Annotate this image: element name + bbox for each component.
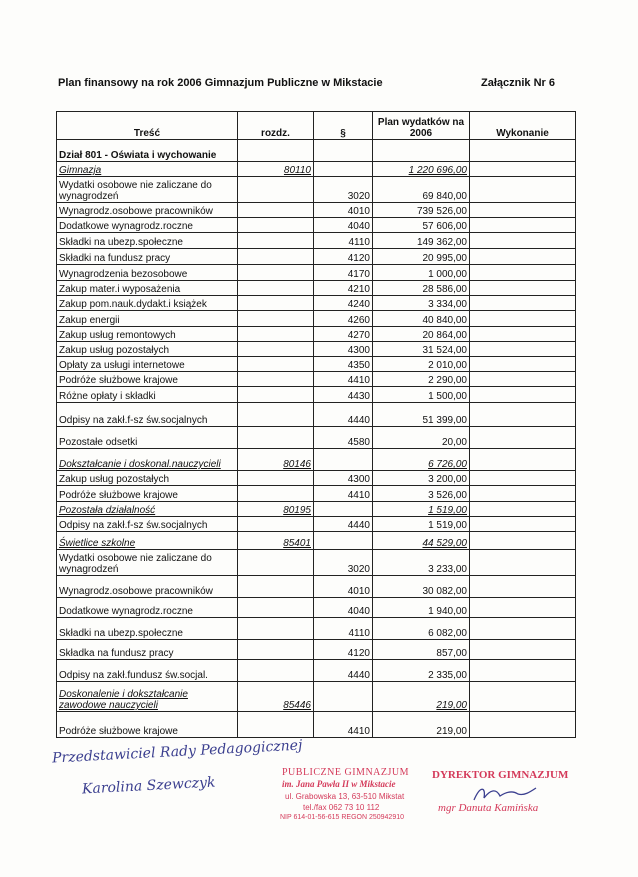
row-paragraph: 3020 <box>314 550 373 576</box>
table-row <box>57 660 576 682</box>
table-row <box>57 387 576 403</box>
row-plan: 44 529,00 <box>373 532 470 550</box>
row-paragraph: 4260 <box>314 311 373 327</box>
row-paragraph: 4110 <box>314 618 373 640</box>
row-paragraph: 4410 <box>314 372 373 387</box>
row-paragraph: 4430 <box>314 387 373 403</box>
row-paragraph: 4410 <box>314 712 373 738</box>
row-name: Składka na fundusz pracy <box>57 640 238 660</box>
table-row <box>57 296 576 311</box>
row-wykonanie <box>470 296 576 311</box>
stamp-school-phone: tel./fax 062 73 10 112 <box>303 803 380 812</box>
table-row <box>57 311 576 327</box>
row-paragraph: 4440 <box>314 660 373 682</box>
row-rozdz <box>238 233 314 249</box>
row-plan: 40 840,00 <box>373 311 470 327</box>
row-wykonanie <box>470 712 576 738</box>
row-rozdz: 85446 <box>238 682 314 712</box>
row-wykonanie <box>470 357 576 372</box>
table-row <box>57 342 576 357</box>
row-wykonanie <box>470 387 576 403</box>
row-name: Dodatkowe wynagrodz.roczne <box>57 218 238 233</box>
stamp-director-title: DYREKTOR GIMNAZJUM <box>432 769 569 781</box>
row-paragraph: 4110 <box>314 233 373 249</box>
row-rozdz <box>238 517 314 532</box>
row-plan: 57 606,00 <box>373 218 470 233</box>
row-rozdz <box>238 471 314 486</box>
stamp-school-nip: NIP 614-01-56-615 REGON 250942910 <box>280 814 405 821</box>
row-plan: 857,00 <box>373 640 470 660</box>
annex-label: Załącznik Nr 6 <box>481 77 555 89</box>
row-wykonanie <box>470 618 576 640</box>
row-rozdz <box>238 598 314 618</box>
row-wykonanie <box>470 486 576 502</box>
row-wykonanie <box>470 327 576 342</box>
row-plan: 69 840,00 <box>373 177 470 203</box>
table-row <box>57 403 576 427</box>
row-name: Składki na ubezp.społeczne <box>57 233 238 249</box>
row-plan: 1 519,00 <box>373 502 470 517</box>
table-row <box>57 712 576 738</box>
row-plan: 30 082,00 <box>373 576 470 598</box>
row-plan: 2 335,00 <box>373 660 470 682</box>
row-name: Składki na fundusz pracy <box>57 249 238 265</box>
row-wykonanie <box>470 403 576 427</box>
row-paragraph: 4270 <box>314 327 373 342</box>
row-name: Zakup pom.nauk.dydakt.i książek <box>57 296 238 311</box>
row-name: Wydatki osobowe nie zaliczane do wynagrodzeń <box>57 177 238 203</box>
row-wykonanie <box>470 532 576 550</box>
row-wykonanie <box>470 342 576 357</box>
row-name: Odpisy na zakł.fundusz św.socjal. <box>57 660 238 682</box>
table-row <box>57 281 576 296</box>
row-rozdz <box>238 387 314 403</box>
row-plan: 20 864,00 <box>373 327 470 342</box>
row-name: Opłaty za usługi internetowe <box>57 357 238 372</box>
row-rozdz <box>238 281 314 296</box>
row-wykonanie <box>470 640 576 660</box>
row-plan: 3 233,00 <box>373 550 470 576</box>
row-paragraph: 4010 <box>314 576 373 598</box>
row-rozdz <box>238 712 314 738</box>
row-plan: 1 519,00 <box>373 517 470 532</box>
row-plan: 219,00 <box>373 682 470 712</box>
row-paragraph: 4240 <box>314 296 373 311</box>
table-row <box>57 162 576 177</box>
stamp-school-address: ul. Grabowska 13, 63-510 Mikstat <box>285 792 405 801</box>
row-name: Różne opłaty i składki <box>57 387 238 403</box>
row-rozdz <box>238 427 314 449</box>
row-name: Doskonalenie i dokształcanie zawodowe nauczycieli <box>57 682 238 712</box>
row-wykonanie <box>470 218 576 233</box>
row-wykonanie <box>470 249 576 265</box>
row-rozdz <box>238 357 314 372</box>
row-wykonanie <box>470 449 576 471</box>
row-name: Świetlice szkolne <box>57 532 238 550</box>
row-plan: 149 362,00 <box>373 233 470 249</box>
table-row <box>57 427 576 449</box>
row-rozdz <box>238 618 314 640</box>
table-row <box>57 502 576 517</box>
row-rozdz <box>238 296 314 311</box>
signature-council-name: Karolina Szewczyk <box>81 774 216 798</box>
table-header-row <box>57 112 576 140</box>
row-plan: 3 334,00 <box>373 296 470 311</box>
row-rozdz <box>238 265 314 281</box>
table-row <box>57 618 576 640</box>
table-row <box>57 471 576 486</box>
table-row <box>57 203 576 218</box>
table-row <box>57 640 576 660</box>
row-name: Podróże służbowe krajowe <box>57 486 238 502</box>
row-rozdz <box>238 372 314 387</box>
row-wykonanie <box>470 162 576 177</box>
row-rozdz <box>238 576 314 598</box>
row-paragraph: 4300 <box>314 342 373 357</box>
row-wykonanie <box>470 598 576 618</box>
table-row <box>57 327 576 342</box>
row-name: Wynagrodz.osobowe pracowników <box>57 203 238 218</box>
header-paragraph: § <box>314 112 373 140</box>
row-paragraph: 4410 <box>314 486 373 502</box>
row-paragraph <box>314 502 373 517</box>
row-name: Wynagrodzenia bezosobowe <box>57 265 238 281</box>
row-paragraph: 4040 <box>314 218 373 233</box>
row-name: Wydatki osobowe nie zaliczane do wynagrodzeń <box>57 550 238 576</box>
header-rozdz: rozdz. <box>238 112 314 140</box>
section-label: Dział 801 - Oświata i wychowanie <box>57 140 238 162</box>
row-plan: 2 010,00 <box>373 357 470 372</box>
row-wykonanie <box>470 427 576 449</box>
row-plan: 6 726,00 <box>373 449 470 471</box>
row-wykonanie <box>470 233 576 249</box>
row-rozdz: 85401 <box>238 532 314 550</box>
row-paragraph: 4580 <box>314 427 373 449</box>
table-row <box>57 682 576 712</box>
row-paragraph: 4040 <box>314 598 373 618</box>
row-paragraph: 4300 <box>314 471 373 486</box>
row-plan: 219,00 <box>373 712 470 738</box>
row-wykonanie <box>470 682 576 712</box>
row-plan: 28 586,00 <box>373 281 470 296</box>
row-wykonanie <box>470 550 576 576</box>
row-wykonanie <box>470 502 576 517</box>
stamp-school-patron: im. Jana Pawła II w Mikstacie <box>282 779 396 789</box>
row-paragraph: 4120 <box>314 640 373 660</box>
row-plan: 31 524,00 <box>373 342 470 357</box>
row-wykonanie <box>470 265 576 281</box>
row-wykonanie <box>470 660 576 682</box>
table-row <box>57 218 576 233</box>
table-row <box>57 449 576 471</box>
row-rozdz <box>238 249 314 265</box>
row-wykonanie <box>470 517 576 532</box>
row-plan: 3 526,00 <box>373 486 470 502</box>
row-wykonanie <box>470 372 576 387</box>
row-rozdz <box>238 177 314 203</box>
row-plan: 6 082,00 <box>373 618 470 640</box>
table-row <box>57 550 576 576</box>
row-name: Pozostała działalność <box>57 502 238 517</box>
table-row <box>57 357 576 372</box>
row-rozdz <box>238 486 314 502</box>
row-name: Gimnazja <box>57 162 238 177</box>
table-row <box>57 598 576 618</box>
row-plan: 739 526,00 <box>373 203 470 218</box>
row-plan: 20,00 <box>373 427 470 449</box>
row-name: Podróże służbowe krajowe <box>57 712 238 738</box>
table-row <box>57 576 576 598</box>
financial-plan-table <box>56 111 576 738</box>
row-rozdz <box>238 660 314 682</box>
row-name: Odpisy na zakł.f-sz św.socjalnych <box>57 403 238 427</box>
row-rozdz <box>238 203 314 218</box>
table-row <box>57 486 576 502</box>
row-wykonanie <box>470 203 576 218</box>
row-name: Zakup energii <box>57 311 238 327</box>
row-plan: 1 500,00 <box>373 387 470 403</box>
signature-council-title: Przedstawiciel Rady Pedagogicznej <box>51 737 303 767</box>
row-wykonanie <box>470 471 576 486</box>
row-rozdz: 80110 <box>238 162 314 177</box>
header-tresc: Treść <box>57 112 238 140</box>
row-wykonanie <box>470 311 576 327</box>
table-row <box>57 517 576 532</box>
row-plan: 2 290,00 <box>373 372 470 387</box>
row-paragraph: 3020 <box>314 177 373 203</box>
row-rozdz: 80146 <box>238 449 314 471</box>
document-title: Plan finansowy na rok 2006 Gimnazjum Publiczne w Mikstacie <box>58 77 383 89</box>
row-paragraph: 4210 <box>314 281 373 296</box>
row-wykonanie <box>470 177 576 203</box>
row-name: Składki na ubezp.społeczne <box>57 618 238 640</box>
stamp-school-name: PUBLICZNE GIMNAZJUM <box>282 767 409 778</box>
row-wykonanie <box>470 576 576 598</box>
row-paragraph <box>314 532 373 550</box>
row-name: Dodatkowe wynagrodz.roczne <box>57 598 238 618</box>
table-row <box>57 233 576 249</box>
row-name: Odpisy na zakł.f-sz św.socjalnych <box>57 517 238 532</box>
row-paragraph: 4440 <box>314 517 373 532</box>
row-name: Zakup usług remontowych <box>57 327 238 342</box>
row-plan: 1 220 696,00 <box>373 162 470 177</box>
stamp-director-name: mgr Danuta Kamińska <box>438 802 539 814</box>
row-paragraph <box>314 682 373 712</box>
row-rozdz <box>238 640 314 660</box>
table-row <box>57 249 576 265</box>
row-name: Zakup usług pozostałych <box>57 342 238 357</box>
row-plan: 1 000,00 <box>373 265 470 281</box>
row-plan: 3 200,00 <box>373 471 470 486</box>
row-rozdz <box>238 327 314 342</box>
header-wykonanie: Wykonanie <box>470 112 576 140</box>
table-row <box>57 265 576 281</box>
row-paragraph: 4440 <box>314 403 373 427</box>
row-paragraph: 4010 <box>314 203 373 218</box>
row-paragraph: 4350 <box>314 357 373 372</box>
row-paragraph: 4170 <box>314 265 373 281</box>
table-row <box>57 532 576 550</box>
row-name: Pozostałe odsetki <box>57 427 238 449</box>
row-rozdz <box>238 218 314 233</box>
table-row <box>57 372 576 387</box>
row-name: Dokształcanie i doskonal.nauczycieli <box>57 449 238 471</box>
row-rozdz <box>238 311 314 327</box>
section-row <box>57 140 576 162</box>
row-paragraph: 4120 <box>314 249 373 265</box>
row-name: Wynagrodz.osobowe pracowników <box>57 576 238 598</box>
row-name: Zakup mater.i wyposażenia <box>57 281 238 296</box>
table-row <box>57 177 576 203</box>
row-plan: 20 995,00 <box>373 249 470 265</box>
header-plan: Plan wydatków na 2006 <box>373 112 470 140</box>
row-rozdz: 80195 <box>238 502 314 517</box>
row-rozdz <box>238 403 314 427</box>
row-plan: 51 399,00 <box>373 403 470 427</box>
row-plan: 1 940,00 <box>373 598 470 618</box>
row-wykonanie <box>470 281 576 296</box>
row-rozdz <box>238 342 314 357</box>
row-paragraph <box>314 449 373 471</box>
row-name: Zakup usług pozostałych <box>57 471 238 486</box>
row-paragraph <box>314 162 373 177</box>
row-rozdz <box>238 550 314 576</box>
row-name: Podróże służbowe krajowe <box>57 372 238 387</box>
